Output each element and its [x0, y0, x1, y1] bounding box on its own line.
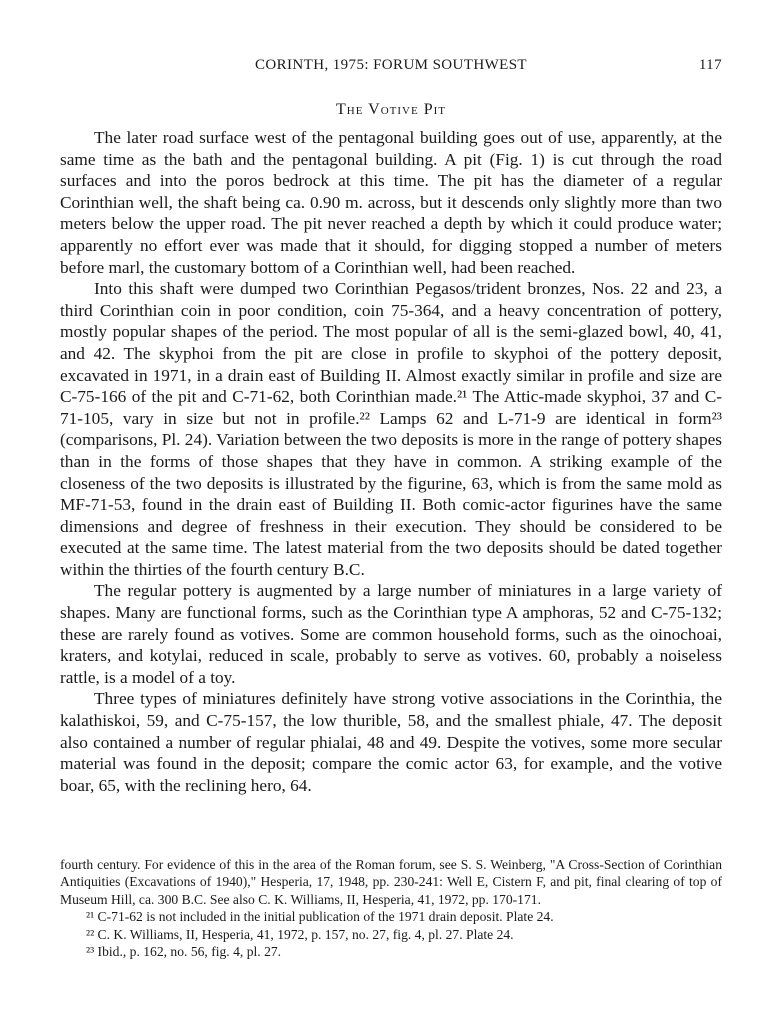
- paragraph: Three types of miniatures definitely have strong votive associations in the Corinthia, the kalathiskoi, 59, and C-75-157, the low thurible, 58, and the smallest phiale, 47. The deposit also contained a number of regular phialai, 48 and 49. Despite the votives, some more secular material was found in the deposit; compare the comic actor 63, for example, and the votive boar, 65, with the reclining hero, 64.: [60, 689, 722, 795]
- section-title: The Votive Pit: [336, 101, 446, 118]
- footnotes: [60, 856, 722, 960]
- paragraph: The later road surface west of the pentagonal building goes out of use, apparently, at the same time as the bath and the pentagonal building. A pit (Fig. 1) is cut through the road surfaces and into the poros bedrock at this time. The pit has the diameter of a regular Corinthian well, the shaft being ca. 0.90 m. across, but it descends only slightly more than two meters below the upper road. The pit never reached a depth by which it could produce water; apparently no effort ever was made that it should, for digging stopped a number of meters before marl, the customary bottom of a Corinthian well, had been reached.: [60, 128, 722, 277]
- footnote-continuation: fourth century. For evidence of this in the area of the Roman forum, see S. S. Weinberg, "A Cross-Section of Corinthian Antiquities (Excavations of 1940)," Hesperia, 17, 1948, pp. 230-241: Well E, Cistern F, and pit, final clearing of top of Museum Hill, ca. 300 B.C. See also C. K. Williams, II, Hesperia, 41, 1972, pp. 170-171.: [60, 857, 722, 907]
- body-text: [60, 127, 722, 796]
- footnote-22: ²² C. K. Williams, II, Hesperia, 41, 1972, p. 157, no. 27, fig. 4, pl. 27. Plate 24.: [86, 926, 514, 942]
- paragraph: The regular pottery is augmented by a large number of miniatures in a large variety of shapes. Many are functional forms, such as the Corinthian type A amphoras, 52 and C-75-132; these are rarely found as votives. Some are common household forms, such as the oinochoai, kraters, and kotylai, reduced in scale, probably to serve as votives. 60, probably a noiseless rattle, is a model of a toy.: [60, 581, 722, 687]
- running-header: [60, 57, 722, 79]
- footnote-21: ²¹ C-71-62 is not included in the initial publication of the 1971 drain deposit. Plate 24.: [86, 909, 554, 925]
- page-number: 117: [698, 57, 722, 73]
- footnote-23: ²³ Ibid., p. 162, no. 56, fig. 4, pl. 27.: [86, 944, 282, 960]
- running-title: CORINTH, 1975: FORUM SOUTHWEST: [254, 57, 527, 73]
- paragraph: Into this shaft were dumped two Corinthian Pegasos/trident bronzes, Nos. 22 and 23, a third Corinthian coin in poor condition, coin 75-364, and a heavy concentration of pottery, mostly popular shapes of the period. The most popular of all is the semi-glazed bowl, 40, 41, and 42. The skyphoi from the pit are close in profile to skyphoi of the pottery deposit, excavated in 1971, in a drain east of Building II. Almost exactly similar in profile and size are C-75-166 of the pit and C-71-62, both Corinthian made.²¹ The Attic-made skyphoi, 37 and C-71-105, vary in size but not in profile.²² Lamps 62 and L-71-9 are identical in form²³ (comparisons, Pl. 24). Variation between the two deposits is more in the range of pottery shapes than in the forms of those shapes that they have in common. A striking example of the closeness of the two deposits is illustrated by the figurine, 63, which is from the same mold as MF-71-53, found in the drain east of Building II. Both comic-actor figurines have the same dimensions and degree of freshness in their execution. They should be considered to be executed at the same time. The latest material from the two deposits should be dated together within the thirties of the fourth century B.C.: [60, 279, 722, 579]
